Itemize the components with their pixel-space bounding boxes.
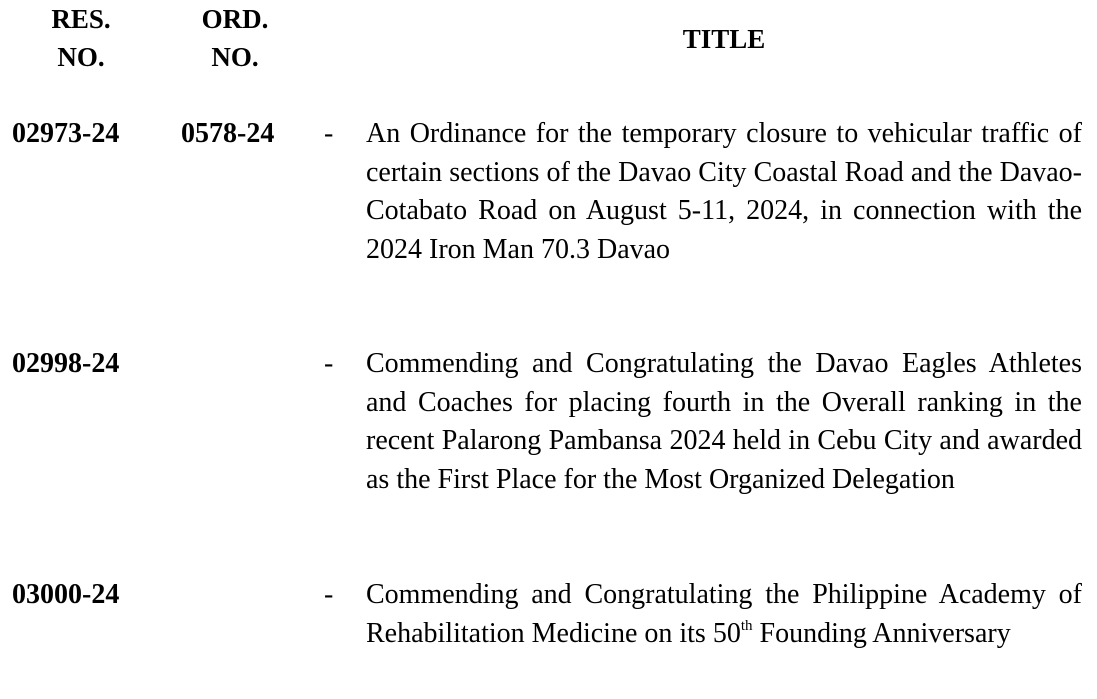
entry-title: An Ordinance for the temporary closure to vehicular traffic of certain sections of the Davao City Coastal Road and the Davao-Cotabato Road on August 5-11, 2024, in connection with the 2024 Iron Man 70.3 Davao — [366, 118, 1082, 265]
entry-title — [366, 576, 1082, 653]
ord-no-header — [172, 0, 298, 76]
ord-no-header-line2: NO. — [211, 42, 259, 72]
entry-title-part1: Commending and Congratulating the Philippine Academy of Rehabilitation Medicine on its 50 — [366, 579, 1082, 649]
title-header: TITLE — [682, 24, 766, 54]
res-no-header — [18, 0, 144, 76]
entry-dash: - — [324, 348, 334, 379]
entry-res-no: 03000-24 — [12, 579, 120, 610]
entry-res-no: 02998-24 — [12, 348, 120, 379]
entry-title-part2: Founding Anniversary — [752, 617, 1011, 649]
entry-title-superscript: th — [740, 617, 753, 634]
entry-dash: - — [324, 118, 334, 149]
entry-ord-no: 0578-24 — [181, 118, 275, 149]
ord-no-header-line1: ORD. — [201, 4, 269, 34]
res-no-header-line2: NO. — [57, 42, 105, 72]
entry-title: Commending and Congratulating the Davao Eagles Athletes and Coaches for placing fourth in the Overall ranking in the recent Palarong Pambansa 2024 held in Cebu City and awarded as the First Place for the Most Organized Delegation — [366, 348, 1082, 495]
res-no-header-line1: RES. — [51, 4, 111, 34]
entry-dash: - — [324, 579, 334, 610]
entry-res-no: 02973-24 — [12, 118, 120, 149]
